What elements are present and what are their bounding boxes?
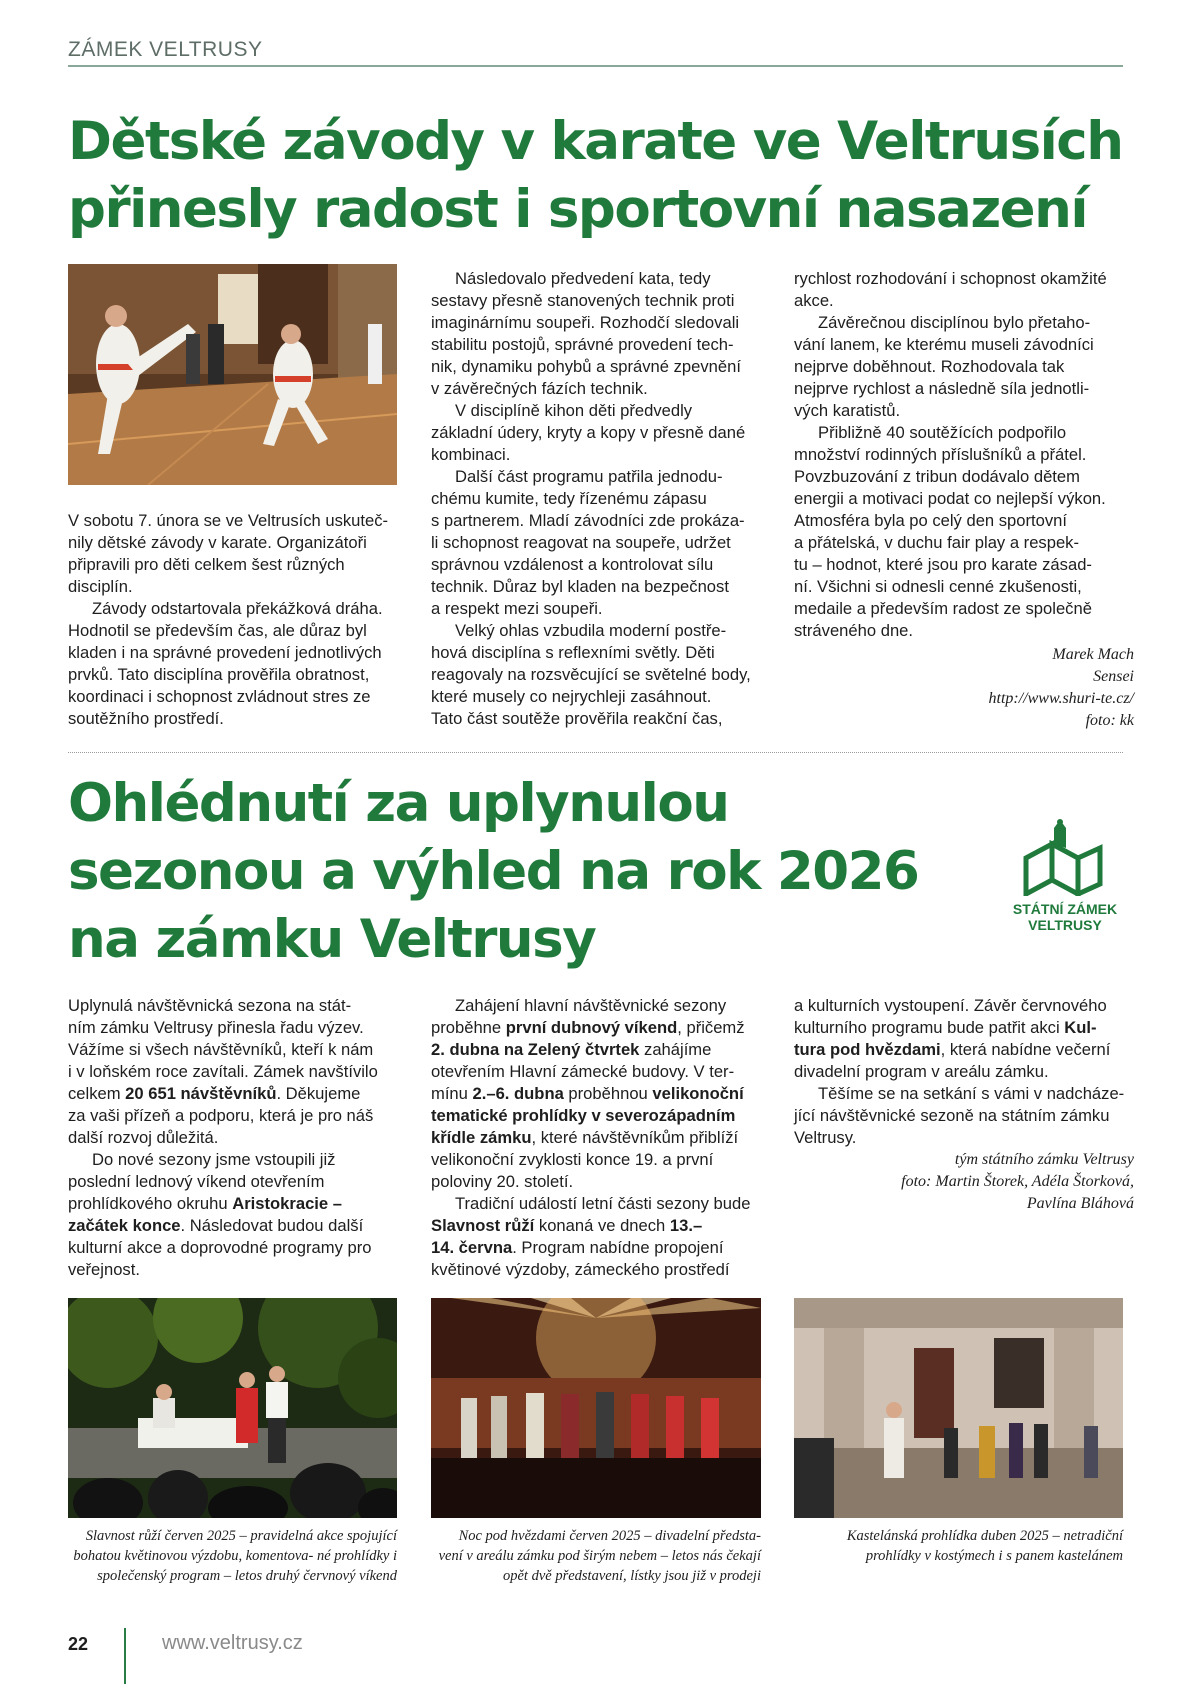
text-line: Následovalo předvedení kata, tedy xyxy=(455,269,711,288)
zamek-veltrusy-logo xyxy=(1010,818,1120,933)
article1-title-line2: přinesly radost i sportovní nasazení xyxy=(68,179,1088,240)
paragraph xyxy=(794,312,1134,422)
text-line: s partnerem. Mladí závodníci zde prokáza- xyxy=(431,511,745,530)
text-line: reagovaly na rozsvěcující se světelné body, xyxy=(431,665,751,684)
paragraph xyxy=(431,466,771,620)
text-line: akce. xyxy=(794,291,834,310)
text-line: nejprve rychlost a následně síla jednotli- xyxy=(794,379,1090,398)
text-line: nejprve doběhnout. Rozhodovala tak xyxy=(794,357,1065,376)
text-line: V sobotu 7. února se ve Veltrusích uskuteč- xyxy=(68,511,389,530)
text-line: nily dětské závody v karate. Organizátoři xyxy=(68,533,367,552)
photo-kastelanska-prohlidka xyxy=(794,1298,1123,1518)
text-line: sestavy přesně stanovených technik proti xyxy=(431,291,735,310)
paragraph xyxy=(68,598,398,730)
text-line: imaginárnímu soupeři. Rozhodčí sledovali xyxy=(431,313,740,332)
article2-signature xyxy=(794,1149,1134,1215)
article1-title-line1: Dětské závody v karate ve Veltrusích xyxy=(68,111,1123,172)
author-link[interactable]: http://www.shuri-te.cz/ xyxy=(988,690,1134,707)
photo-credit: foto: kk xyxy=(1085,712,1134,729)
article2-title-line2: sezonou a výhled na rok 2026 xyxy=(68,841,919,902)
text-line: které musely co nejrychleji zasáhnout. xyxy=(431,687,712,706)
text-line: Atmosféra byla po celý den sportovní xyxy=(794,511,1068,530)
text-line: správnou vzdálenost a kontrolovat sílu xyxy=(431,555,714,574)
paragraph: a kulturních vystoupení. Závěr červnového kulturního programu bude patřit akci Kul- tura pod hvězdami, která nabídne večerní divadelní program v areálu zámku. xyxy=(794,996,1111,1081)
text-line: nik, dynamiku pohybů a správné zpevnění xyxy=(431,357,741,376)
paragraph: Těšíme se na setkání s vámi v nadcháze- jící návštěvnické sezoně na státním zámku Veltrusy. xyxy=(794,1084,1125,1147)
caption-kastelanska-prohlidka: Kastelánská prohlídka duben 2025 – netradiční prohlídky v kostýmech i s panem kastelánem xyxy=(846,1528,1123,1564)
text-line: rychlost rozhodování i schopnost okamžité xyxy=(794,269,1107,288)
footer-divider xyxy=(124,1628,126,1684)
paragraph: Tradiční událostí letní části sezony bude Slavnost růží konaná ve dnech 13.– 14. června. Program nabídne propojení květinové výzdoby, zámeckého prostředí xyxy=(431,1194,751,1279)
photo-credit-cont: Pavlína Bláhová xyxy=(1026,1195,1134,1212)
text-line: tu – hodnot, které jsou pro karate zásad- xyxy=(794,555,1092,574)
header-divider xyxy=(68,65,1123,67)
text-line: Další část programu patřila jednodu- xyxy=(455,467,723,486)
paragraph: Uplynulá návštěvnická sezona na stát- ním zámku Veltrusy přinesla řadu výzev. Vážíme si všech návštěvníků, kteří k nám i v loňském roce zavítali. Zámek navštívilo celkem 20 651 návštěvníků. Děkujeme za vaši přízeň a podporu, která je pro náš další rozvoj důležitá. xyxy=(68,996,378,1147)
photo-credit: foto: Martin Štorek, Adéla Štorková, xyxy=(901,1173,1134,1190)
text-line: hová disciplína s reflexními světly. Děti xyxy=(431,643,715,662)
text-line: ní. Všichni si odnesli cenné zkušenosti, xyxy=(794,577,1082,596)
text-line: kladen i na správné provedení jednotlivých xyxy=(68,643,382,662)
text-line: a respekt mezi soupeři. xyxy=(431,599,603,618)
article1-column-2 xyxy=(431,268,771,730)
photo-slavnost-ruzi xyxy=(68,1298,397,1518)
paragraph xyxy=(794,268,1134,312)
photo-noc-pod-hvezdami xyxy=(431,1298,761,1518)
text-line: disciplín. xyxy=(68,577,133,596)
text-line: energii a motivaci podat co nejlepší výkon. xyxy=(794,489,1106,508)
text-line: základní údery, kryty a kopy v přesně dané xyxy=(431,423,746,442)
text-line: stabilitu postojů, správné provedení tech- xyxy=(431,335,734,354)
author-title: Sensei xyxy=(1093,668,1134,685)
logo-line2: VELTRUSY xyxy=(1028,917,1102,933)
author-team: tým státního zámku Veltrusy xyxy=(954,1151,1134,1168)
paragraph xyxy=(68,510,398,598)
paragraph: Zahájení hlavní návštěvnické sezony proběhne první dubnový víkend, přičemž 2. dubna na Zelený čtvrtek zahájíme otevřením Hlavní zámecké budovy. V ter- mínu 2.–6. dubna proběhnou velikonoční tematické prohlídky v severozápadním křídle zámku, které návštěvníkům přiblíží velikonoční zvyklosti konce 19. a první poloviny 20. století. xyxy=(431,996,745,1191)
text-line: připravili pro děti celkem šest různých xyxy=(68,555,345,574)
text-line: technik. Důraz byl kladen na bezpečnost xyxy=(431,577,729,596)
text-line: chému kumite, tedy řízenému zápasu xyxy=(431,489,707,508)
article1-title xyxy=(68,108,1128,244)
text-line: medaile a především radost ze společně xyxy=(794,599,1092,618)
article1-column-3 xyxy=(794,268,1134,732)
article-separator xyxy=(68,752,1123,753)
paragraph xyxy=(431,620,771,730)
text-line: soutěžního prostředí. xyxy=(68,709,224,728)
paragraph xyxy=(431,268,771,400)
website-link[interactable]: www.veltrusy.cz xyxy=(162,1632,303,1654)
article2-column-3 xyxy=(794,995,1134,1215)
text-line: Přibližně 40 soutěžících podpořilo xyxy=(818,423,1067,442)
text-line: Závody odstartovala překážková dráha. xyxy=(92,599,383,618)
page-number: 22 xyxy=(68,1634,89,1654)
article1-column-1 xyxy=(68,510,398,730)
text-line: vání lanem, ke kterému museli závodníci xyxy=(794,335,1094,354)
logo-line1: STÁTNÍ ZÁMEK xyxy=(1012,901,1118,917)
text-line: prvků. Tato disciplína prověřila obratnost, xyxy=(68,665,370,684)
text-line: a přátelská, v duchu fair play a respek- xyxy=(794,533,1080,552)
article2-title-line3: na zámku Veltrusy xyxy=(68,909,596,970)
article2-column-2 xyxy=(431,995,771,1281)
castle-icon xyxy=(1010,818,1120,896)
text-line: Povzbuzování z tribun dodávalo dětem xyxy=(794,467,1080,486)
text-line: vých karatistů. xyxy=(794,401,901,420)
paragraph xyxy=(794,422,1134,642)
paragraph xyxy=(431,400,771,466)
article2-title-line1: Ohlédnutí za uplynulou xyxy=(68,773,729,834)
text-line: Tato část soutěže prověřila reakční čas, xyxy=(431,709,723,728)
author-name: Marek Mach xyxy=(1052,646,1134,663)
text-line: stráveného dne. xyxy=(794,621,914,640)
section-label: ZÁMEK VELTRUSY xyxy=(68,38,263,61)
article2-title xyxy=(68,770,948,974)
text-line: Závěrečnou disciplínou bylo přetaho- xyxy=(818,313,1091,332)
text-line: koordinaci i schopnost zvládnout stres ze xyxy=(68,687,371,706)
article1-signature xyxy=(794,644,1134,732)
article2-column-1 xyxy=(68,995,403,1281)
text-line: Hodnotil se především čas, ale důraz byl xyxy=(68,621,367,640)
text-line: V disciplíně kihon děti předvedly xyxy=(455,401,693,420)
text-line: kombinaci. xyxy=(431,445,511,464)
paragraph: Do nové sezony jsme vstoupili již poslední lednový víkend otevřením prohlídkového okruhu Aristokracie – začátek konce. Následovat budou další kulturní akce a doprovodné programy pro veřejnost. xyxy=(68,1150,372,1279)
text-line: množství rodinných příslušníků a přátel. xyxy=(794,445,1087,464)
karate-photo xyxy=(68,264,397,485)
text-line: v závěrečných fázích technik. xyxy=(431,379,648,398)
caption-slavnost-ruzi: Slavnost růží červen 2025 – pravidelná akce spojující bohatou květinovou výzdobu, komentova- né prohlídky i společenský program – letos druhý červnový víkend xyxy=(73,1528,397,1584)
text-line: Velký ohlas vzbudila moderní postře- xyxy=(455,621,727,640)
caption-noc-pod-hvezdami: Noc pod hvězdami červen 2025 – divadelní předsta- vení v areálu zámku pod širým nebem – letos nás čekají opět dvě představení, lístky jsou již v prodeji xyxy=(438,1528,761,1584)
text-line: li schopnost reagovat na soupeře, udržet xyxy=(431,533,731,552)
